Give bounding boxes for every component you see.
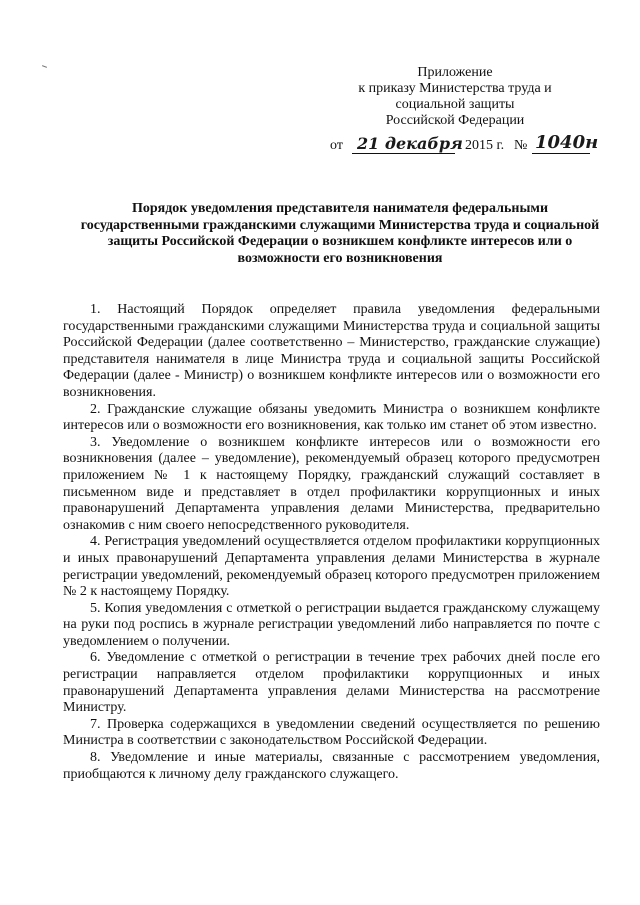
paragraph-8: 8. Уведомление и иные материалы, связанные с рассмотрением уведомления, приобщаются к личному делу гражданского служащего. bbox=[63, 750, 600, 782]
paragraph-1: 1. Настоящий Порядок определяет правила уведомления федеральными государственными гражданскими служащими Министерства труда и социальной защиты Российской Федерации (далее соответственно – Министерство, гражданские служащие) представителя нанимателя в лице Министра труда и социальной защиты Российской Федерации (далее - Министр) о возникшем конфликте интересов или о возможности его возникновения. bbox=[63, 302, 600, 400]
number-underline bbox=[532, 153, 590, 154]
paragraph-5: 5. Копия уведомления с отметкой о регистрации выдается гражданскому служащему на руки под роспись в журнале регистрации уведомлений либо направляется по почте с уведомлением о получении. bbox=[63, 600, 600, 649]
paragraph-3: 3. Уведомление о возникшем конфликте интересов или о возможности его возникновения (далее – уведомление), рекомендуемый образец которого предусмотрен приложением № 1 к настоящему Порядку, гражданский служащий составляет в письменном виде и представляет в отдел профилактики коррупционных и иных правонарушений Департамента управления делами Министерства, предварительно ознакомив с ним своего непосредственного руководителя. bbox=[63, 434, 600, 533]
paragraph-7: 7. Проверка содержащихся в уведомлении сведений осуществляется по решению Министра в соответствии с законодательством Российской Федерации. bbox=[63, 716, 600, 749]
handwritten-date: 21 декабря bbox=[357, 134, 463, 153]
appendix-header bbox=[300, 65, 610, 129]
document-title: Порядок уведомления представителя нанимателя федеральными государственными гражданскими служащими Министерства труда и социальной защиты Российской Федерации о возникшем конфликте интересов или о возможности его возникновения bbox=[80, 201, 600, 266]
paragraph-6: 6. Уведомление с отметкой о регистрации в течение трех рабочих дней после его регистрации направляется отделом профилактики коррупционных и иных правонарушений Департамента управления делами Министерства на рассмотрение Министру. bbox=[63, 650, 600, 716]
header-line: Российской Федерации bbox=[385, 113, 525, 128]
document-body bbox=[63, 302, 600, 783]
order-year: 2015 г. bbox=[465, 138, 505, 153]
header-line: социальной защиты bbox=[395, 97, 515, 112]
paragraph-4: 4. Регистрация уведомлений осуществляется отделом профилактики коррупционных и иных правонарушений Департамента управления делами Министерства в журнале регистрации уведомлений, рекомендуемый образец которого предусмотрен приложением № 2 к настоящему Порядку. bbox=[63, 534, 600, 600]
number-sign: № bbox=[514, 138, 528, 153]
paragraph-2: 2. Гражданские служащие обязаны уведомить Министра о возникшем конфликте интересов или о возможности его возникновения, как только им станет об этом известно. bbox=[63, 401, 600, 434]
order-date-number bbox=[330, 131, 620, 161]
header-line: Приложение bbox=[417, 65, 493, 80]
handwritten-number: 1040н bbox=[535, 132, 599, 153]
scan-mark bbox=[42, 65, 47, 68]
date-underline bbox=[352, 153, 455, 154]
header-line: к приказу Министерства труда и bbox=[358, 81, 552, 96]
date-prefix: от bbox=[330, 138, 343, 153]
